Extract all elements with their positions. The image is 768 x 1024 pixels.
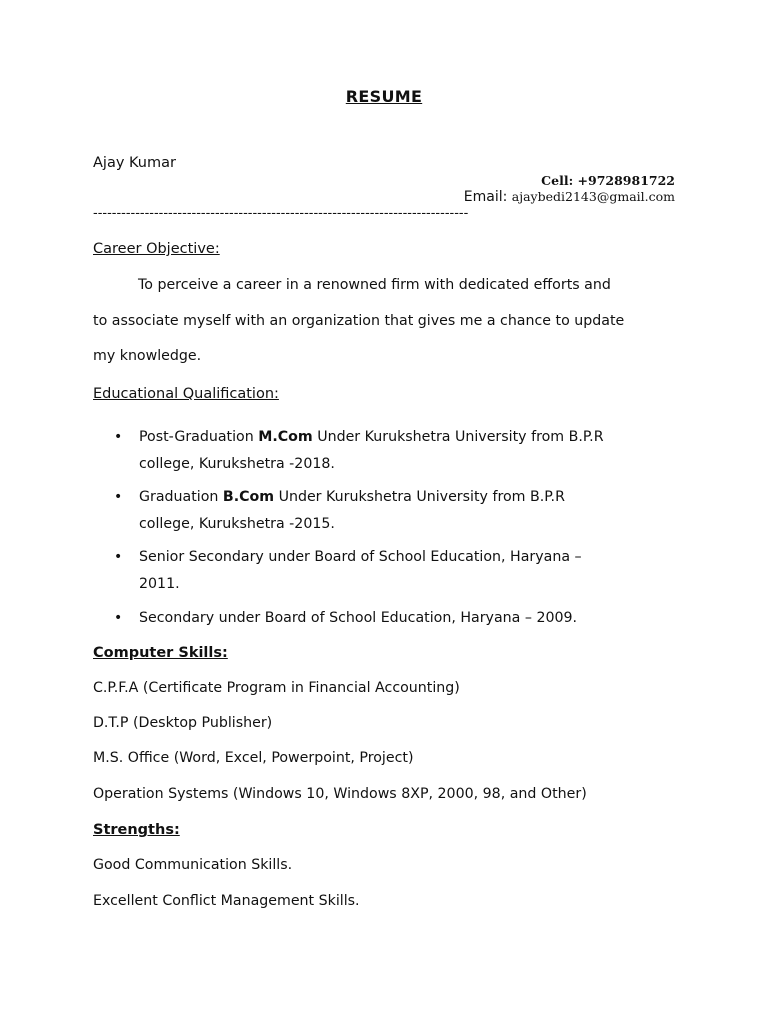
email-label: Email: [463,189,508,205]
education-item-text: Under Kurukshetra University from B.P.R [274,489,565,505]
cell-number: Cell: +9728981722 [541,173,675,188]
career-objective-line-3: my knowledge. [93,348,202,364]
bullet-icon: • [114,489,123,505]
strengths-heading: Strengths: [93,822,180,838]
degree-name: B.Com [222,489,275,505]
bullet-icon: • [114,610,123,626]
email-address: ajaybedi2143@gmail.com [511,189,675,204]
computer-skill-item: D.T.P (Desktop Publisher) [93,715,273,731]
career-objective-heading: Career Objective: [93,241,220,257]
computer-skill-item: Operation Systems (Windows 10, Windows 8XP, 2000, 98, and Other) [93,786,587,802]
bullet-icon: • [114,549,123,565]
degree-name: M.Com [258,429,313,445]
education-item-text: Post-Graduation [139,429,259,445]
resume-title: RESUME [345,87,423,106]
education-item-pg [139,429,604,445]
email-line [464,189,675,205]
education-item-text: Under Kurukshetra University from B.P.R [312,429,604,445]
education-item-pg-line-2: college, Kurukshetra -2018. [139,456,335,472]
bullet-icon: • [114,429,123,445]
computer-skills-heading: Computer Skills: [93,645,228,661]
education-item-grad [139,489,565,505]
education-item-text: Graduation [139,489,223,505]
education-heading: Educational Qualification: [93,386,279,402]
computer-skill-item: C.P.F.A (Certificate Program in Financial Accounting) [93,680,460,696]
dashed-divider: -------------------------------------------------------------------------------- [93,206,469,221]
education-item-grad-line-2: college, Kurukshetra -2015. [139,516,335,532]
candidate-name: Ajay Kumar [93,155,176,171]
strength-item: Excellent Conflict Management Skills. [93,893,360,909]
education-item-senior-secondary: Senior Secondary under Board of School Education, Haryana – [139,549,582,565]
career-objective-line-1: To perceive a career in a renowned firm with dedicated efforts and [138,277,611,293]
education-item-secondary: Secondary under Board of School Education, Haryana – 2009. [139,610,578,626]
career-objective-line-2: to associate myself with an organization that gives me a chance to update [93,313,625,329]
computer-skill-item: M.S. Office (Word, Excel, Powerpoint, Project) [93,750,414,766]
education-item-senior-secondary-line-2: 2011. [139,576,180,592]
strength-item: Good Communication Skills. [93,857,293,873]
